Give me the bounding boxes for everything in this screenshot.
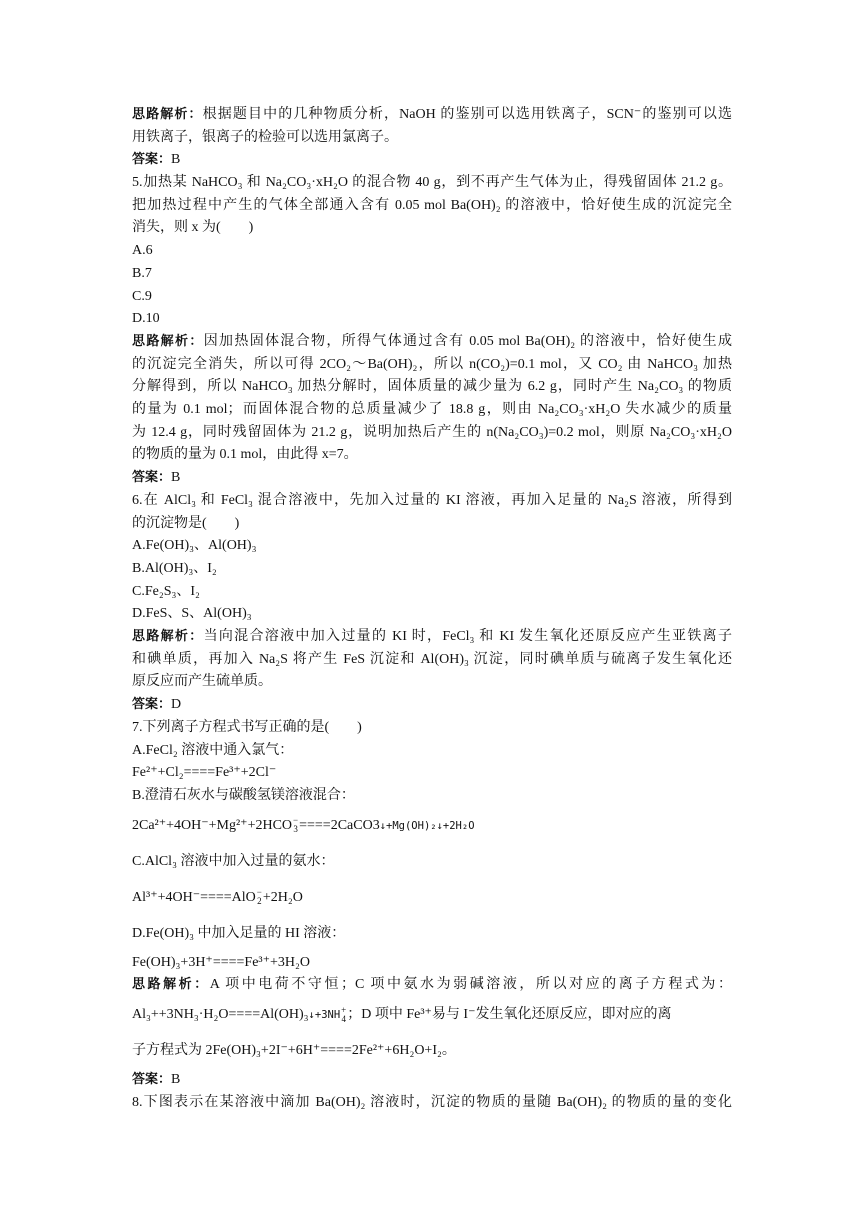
q6-analysis-line: 原反应而产生硫单质。 [132,674,272,690]
q6-stem-line: 6.在 AlCl₃ 和 FeCl₃ 混合溶液中，先加入过量的 KI 溶液，再加入足量的 Na₂S 溶液，所得到 [132,492,732,508]
q5-stem-line: 5.加热某 NaHCO₃ 和 Na₂CO₃·xH₂O 的混合物 40 g，到不再产生气体为止，得残留固体 21.2 g。 [132,175,732,191]
q7-analysis-line: Al₃++3NH₃·H₂O====Al(OH)₃↓+3NH + 4 ；D 项中 Fe³⁺易与 I⁻发生氧化还原反应，即对应的离 [132,1004,672,1024]
q6-option-d: D.FeS、S、Al(OH)₃ [132,606,252,622]
q5-analysis-line: 的量为 0.1 mol；而固体混合物的总质量减少了 18.8 g，则由 Na₂CO₃·xH₂O 失水减少的质量 [132,402,732,418]
q7-option-b: B.澄清石灰水与碳酸氢镁溶液混合： [132,787,355,803]
q7-option-c: C.AlCl₃ 溶液中加入过量的氨水： [132,853,335,869]
answer-label: 答案： [132,697,172,713]
q7-analysis-line: 子方程式为 2Fe(OH)₃+2I⁻+6H⁺====2Fe²⁺+6H₂O+I₂。 [132,1043,456,1059]
q6-option-c: C.Fe₂S₃、I₂ [132,583,200,599]
q5-stem-line: 把加热过程中产生的气体全部通入含有 0.05 mol Ba(OH)₂ 的溶液中，恰好使生成的沉淀完全 [132,197,732,213]
analysis-label: 思路解析： [132,107,203,122]
q7-stem: 7.下列离子方程式书写正确的是( ) [132,719,362,735]
q5-analysis-line: 的沉淀完全消失，所以可得 2CO₂～Ba(OH)₂，所以 n(CO₂)=0.1 mol，又 CO₂ 由 NaHCO₃ 加热 [132,356,732,372]
analysis-label: 思路解析： [132,629,204,645]
q5-analysis-line: 思路解析：因加热固体混合物，所得气体通过含有 0.05 mol Ba(OH)₂ 的溶液中，恰好使生成 [132,333,732,349]
analysis-label: 思路解析： [132,977,210,993]
q6-option-b: B.Al(OH)₃、I₂ [132,560,217,576]
q7-equation-c: Al³⁺+4OH⁻====AlO − 2 +2H₂O [132,887,303,907]
q5-analysis-line: 分解得到，所以 NaHCO₃ 加热分解时，固体质量的减少量为 6.2 g，同时产生 Na₂CO₃ 的物质 [132,379,732,395]
q7-analysis-line: 思路解析：A 项中电荷不守恒；C 项中氨水为弱碱溶液，所以对应的离子方程式为： [132,977,732,993]
q7-equation-a: Fe²⁺+Cl₂====Fe³⁺+2Cl⁻ [132,765,277,781]
q6-answer: 答案：D [132,697,182,713]
q5-option-a: A.6 [132,243,153,259]
ion-charge: − 2 [256,887,262,907]
analysis-label: 思路解析： [132,333,204,349]
q4-analysis-line: 用铁离子，银离子的检验可以选用氯离子。 [132,129,398,145]
q7-option-d: D.Fe(OH)₃ 中加入足量的 HI 溶液： [132,925,346,941]
q7-option-a: A.FeCl₂ 溶液中通入氯气： [132,742,294,758]
q5-answer: 答案：B [132,470,181,486]
answer-label: 答案： [132,1072,172,1088]
ion-charge: + 4 [341,1004,347,1024]
q4-analysis-line: 思路解析：根据题目中的几种物质分析，NaOH 的鉴别可以选用铁离子，SCN⁻的鉴别可以选 [132,107,732,122]
q8-stem-line: 8.下图表示在某溶液中滴加 Ba(OH)₂ 溶液时，沉淀的物质的量随 Ba(OH)₂ 的物质的量的变化 [132,1094,732,1110]
q6-analysis-line: 和碘单质，再加入 Na₂S 将产生 FeS 沉淀和 Al(OH)₃ 沉淀，同时碘单质与硫离子发生氧化还 [132,651,732,667]
q5-option-d: D.10 [132,311,160,327]
document-body [132,104,732,1114]
q5-analysis-line: 的物质的量为 0.1 mol，由此得 x=7。 [132,447,358,463]
q5-option-c: C.9 [132,288,152,304]
q6-option-a: A.Fe(OH)₃、Al(OH)₃ [132,538,257,554]
answer-label: 答案： [132,152,172,168]
q5-stem-line: 消失，则 x 为( ) [132,220,254,236]
q6-stem-line: 的沉淀物是( ) [132,515,240,531]
q6-analysis-line: 思路解析：当向混合溶液中加入过量的 KI 时，FeCl₃ 和 KI 发生氧化还原反应产生亚铁离子 [132,629,732,645]
q7-answer: 答案：B [132,1072,181,1088]
q5-option-b: B.7 [132,265,152,281]
q5-analysis-line: 为 12.4 g，同时残留固体为 21.2 g，说明加热后产生的 n(Na₂CO₃)=0.2 mol，则原 Na₂CO₃·xH₂O [132,424,732,440]
answer-label: 答案： [132,470,172,486]
q4-answer: 答案：B [132,152,181,168]
ion-charge: − 3 [293,815,299,835]
q7-equation-d: Fe(OH)₃+3H⁺====Fe³⁺+3H₂O [132,954,310,970]
q7-equation-b: 2Ca²⁺+4OH⁻+Mg²⁺+2HCO − 3 ====2CaCO3↓+Mg(OH)₂↓+2H₂O [132,815,475,835]
